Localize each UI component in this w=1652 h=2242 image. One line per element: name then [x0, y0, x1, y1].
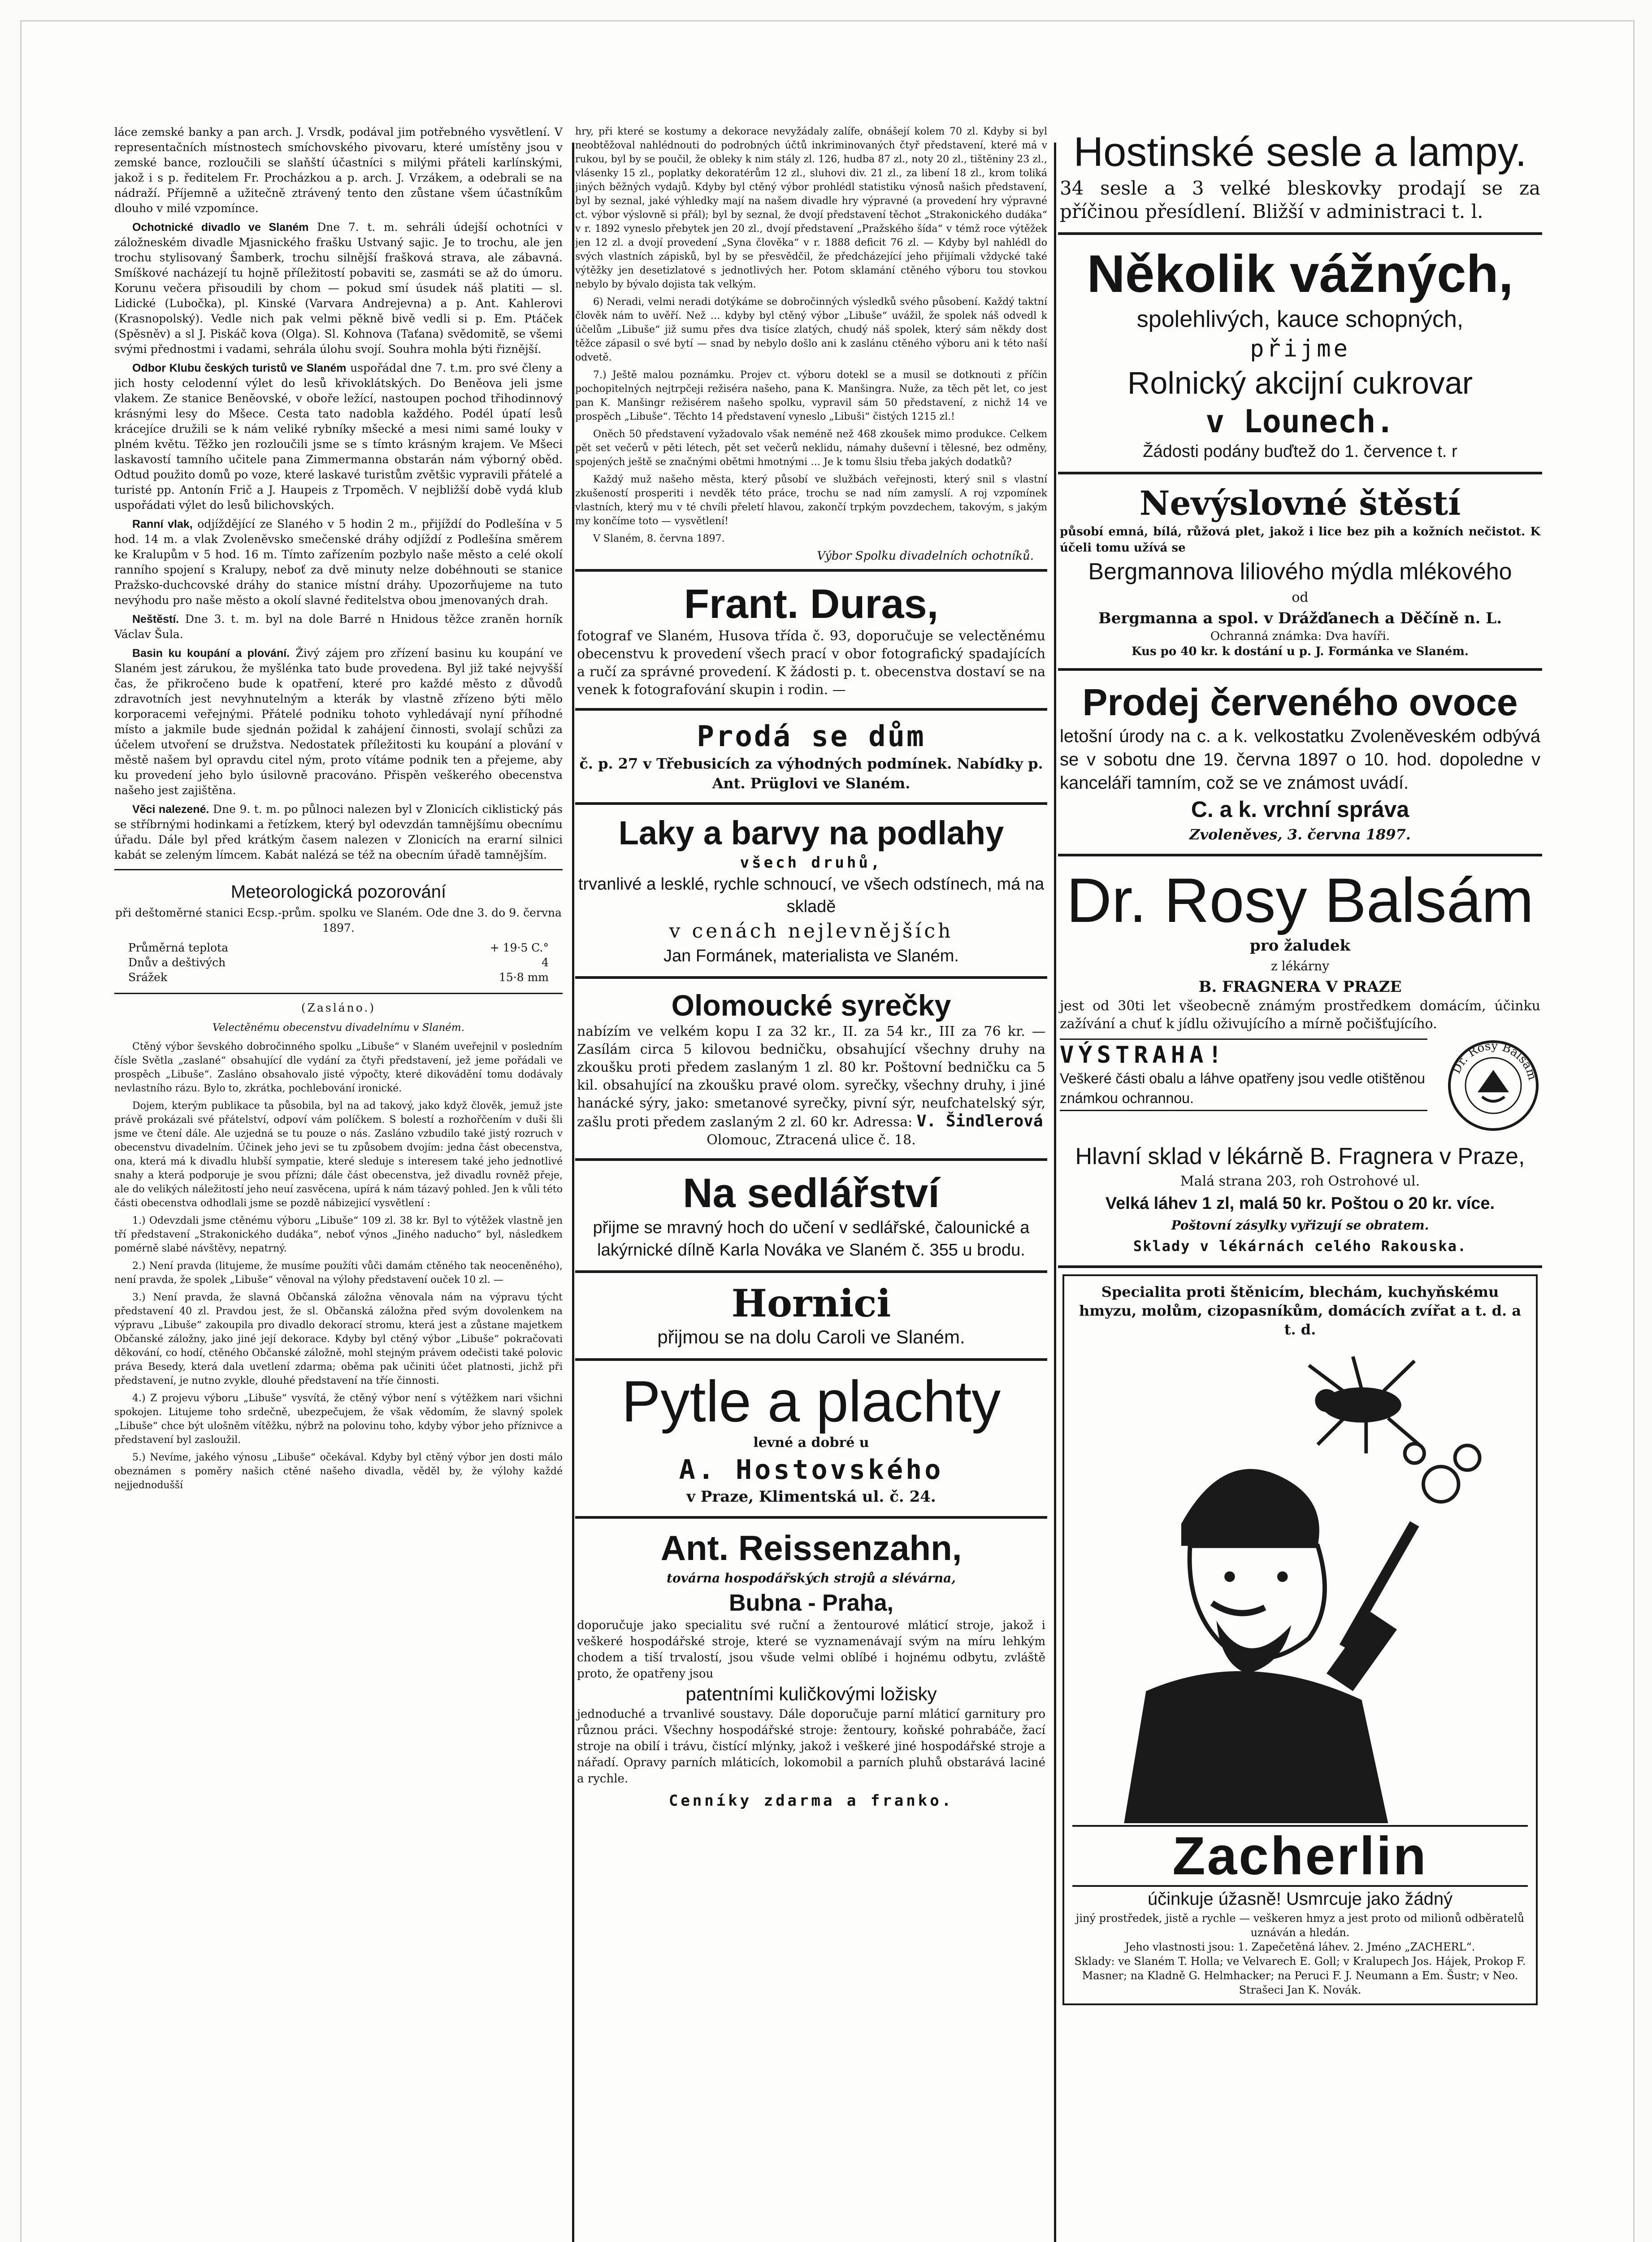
ad-sugar-factory — [1058, 241, 1542, 465]
ad-heading: Prodej červeného ovoce — [1082, 681, 1518, 723]
news-heading: Věci nalezené. — [132, 803, 209, 816]
ad-duras — [575, 578, 1047, 702]
zaslano-signature: Výbor Spolku divadelních ochotníků. — [817, 549, 1034, 563]
divider — [575, 708, 1047, 711]
ad-text: od — [1292, 590, 1309, 605]
ad-house-sale — [575, 717, 1047, 796]
ad-text: Jan Formánek, materialista ve Slaném. — [663, 947, 959, 965]
zaslano-address: Velectěnému obecenstvu divadelnímu v Slaném. — [212, 1022, 465, 1034]
ad-price: Velká láhev 1 zl, malá 50 kr. Poštou o 20 kr. více. — [1105, 1194, 1495, 1213]
ad-heading: Nevýslovné štěstí — [1139, 484, 1461, 523]
divider — [575, 976, 1047, 979]
meteo-value: 15·8 mm — [499, 971, 549, 984]
ad-heading: Dr. Rosy Balsám — [1066, 865, 1534, 935]
divider — [575, 802, 1047, 805]
column-rule-1 — [572, 143, 574, 2242]
meteo-label: Průměrná teplota — [128, 941, 229, 954]
ad-date: Zvoleněves, 3. června 1897. — [1189, 826, 1411, 843]
ad-heading: Olomoucké syrečky — [671, 989, 951, 1022]
divider — [1058, 472, 1542, 474]
column-rule-2 — [1054, 143, 1056, 2242]
ad-rosy-balsam — [1058, 863, 1542, 1259]
ad-text: přijme se mravný hoch do učení v sedlářské, čalounické a lakýrnické dílně Karla Nováka ve Slaném č. 355 u brodu. — [593, 1218, 1030, 1260]
ad-hostinske — [1058, 125, 1542, 226]
divider — [575, 1270, 1047, 1273]
ad-heading: Zacherlin — [1072, 1825, 1528, 1887]
ad-heading: Na sedlářství — [683, 1170, 940, 1216]
divider — [1058, 668, 1542, 671]
ad-text: Žádosti podány buďtež do 1. července t. r — [1143, 442, 1457, 461]
trademark-stamp-icon — [1446, 1038, 1540, 1133]
table-row — [126, 970, 551, 985]
zaslano-paragraph: 6) Neradi, velmi neradi dotýkáme se dobročinných výsledků svého působení. Každý taktní člověk nám to uvěří. Než … kdyby byl ctěný výbor „Libuše“ uvážil, že spolek náš odvedl k účelům „Libuše“ již sumu přes dva tisíce zlatých, chudý náš spolek, který sám někdy dost těžce zápasil o své bytí — snad by nebylo došlo ani k zaslánu ctěného výboru ani k této naší odvetě. — [575, 296, 1047, 363]
ad-city: Bubna - Praha, — [729, 1590, 893, 1616]
ad-text: Poštovní zásylky vyřizují se obratem. — [1171, 1218, 1429, 1233]
meteo-subtitle: při deštoměrné stanici Ecsp.-prům. spolku ve Slaném. Ode dne 3. do 9. června 1897. — [115, 906, 562, 934]
ad-heading: Ant. Reissenzahn, — [660, 1528, 962, 1568]
warning-block — [1060, 1038, 1540, 1142]
warning-label: VÝSTRAHA! — [1060, 1042, 1227, 1069]
warning-text: Veškeré části obalu a láhve opatřeny jsou vedle otištěnou známkou ochrannou. — [1060, 1070, 1425, 1106]
ad-varnish — [575, 811, 1047, 970]
ad-text: Sklady v lékárnách celého Rakouska. — [1133, 1238, 1467, 1255]
ad-text: C. a k. vrchní správa — [1191, 797, 1409, 822]
news-heading: Neštěstí. — [132, 613, 179, 626]
zaslano-paragraph: 1.) Odevzdali jsme ctěnému výboru „Libuše“ 109 zl. 38 kr. Byl to výtěžek vlastně jen tří představení „Strakonického dudáka“, neboť výnos „Jiného naducho“ byl, následkem pomérně slabé návštěvy, nepatrný. — [114, 1215, 563, 1254]
ad-address: Olomouc, Ztracená ulice č. 18. — [707, 1132, 916, 1148]
zaslano-paragraph: 4.) Z projevu výboru „Libuše“ vysvítá, že ctěný výbor není s výtěžkem nari všichni spokojen. Litujeme toho srdečně, ubezpečujem, že však vědomím, že slavný spolek „Libuše“ chce být ulošněm vítěžku, nýbrž na polovinu toho, kdyby výbor jeho příznivce a představení byl zasloužil. — [114, 1393, 563, 1446]
news-item-accident — [114, 612, 563, 642]
ad-text: účinkuje úžasně! Usmrcuje jako žádný — [1147, 1889, 1453, 1909]
ad-heading: Pytle a plachty — [621, 1369, 1001, 1434]
news-body: odjíždějící ze Slaného v 5 hodin 2 m., přijíždí do Podlešína v 5 hod. 14 m. a vlak Zvoleněvsko smečenské dráhy odjíždí z Podlešína směrem ke Kralupům v 5 hod. 16 m. Tímto zařízením pozbylo naše město a celé okolí ranního spojení s Kralupy, neboť za dvě minuty nelze dobéhnouti se stanice Pražsko-duchcovské dráhy do stanice místní dráhy. Upozorňujeme na tuto nevýhodu pro naše město a okolí slavné ředitelstva obou jmenovaných drah. — [114, 517, 563, 607]
ad-text: jiný prostředek, jistě a rychle — veškeren hmyz a jest proto od milionů odběratelů uznáván a hledán. — [1075, 1912, 1525, 1939]
column-news — [114, 125, 563, 2242]
ad-text: Rolnický akcijní cukrovar — [1127, 365, 1473, 400]
ad-seller-name: V. Šindlerová — [916, 1112, 1043, 1130]
news-heading: Ranní vlak, — [132, 518, 193, 530]
table-row — [126, 940, 551, 955]
news-heading: Basin ku koupání a plování. — [132, 647, 290, 660]
ad-text: přijme — [1250, 335, 1350, 362]
meteo-title: Meteorologická pozorování — [230, 882, 447, 902]
zaslano-paragraph: 5.) Nevíme, jakého výnosu „Libuše“ očekával. Kdyby byl ctěný výbor jen dosti málo obeznámen s poměry našich ctěné našeho divadla, věděl by, že výlohy každé nejjednodušší — [114, 1452, 563, 1491]
ad-miners — [575, 1279, 1047, 1352]
ad-cheese — [575, 985, 1047, 1152]
ad-text: Kus po 40 kr. k dostání u p. J. Formánka ve Slaném. — [1132, 645, 1469, 658]
meteo-table — [126, 940, 551, 985]
zaslano-paragraph: 7.) Ještě malou poznámku. Projev ct. výboru dotekl se a musil se dotknouti z příčin pochopitelných nejtrpčeji režiséra našeho, pana K. Manšingra. Nuže, za těch pět let, co jest pan K. Manšingr režisérem našeho spolku, vypravil sám 50 představení, z nichž 14 ve prospěch „Libuše“. Těchto 14 představení vyneslo „Libuši“ čistých 1215 zl.! — [575, 369, 1047, 422]
divider — [575, 1158, 1047, 1161]
ad-text: v Lounech. — [1205, 403, 1395, 440]
divider — [114, 869, 563, 870]
ad-text: Specialita proti štěnicím, blechám, kuchyňskému hmyzu, molům, cizopasníkům, domácích zvířat a t. d. a t. d. — [1079, 1283, 1522, 1338]
ad-text: továrna hospodářských strojů a slévárna, — [666, 1571, 956, 1586]
news-heading: Ochotnické divadlo ve Slaném — [132, 221, 309, 234]
news-body: Dne 3. t. m. byl na dole Barré n Hnidous těžce zraněn horník Václav Šula. — [114, 613, 563, 641]
zacherlin-illustration-icon — [1072, 1339, 1528, 1823]
ad-text: B. FRAGNERA V PRAZE — [1198, 978, 1402, 996]
news-item-basin — [114, 646, 563, 798]
ad-text: doporučuje jako specialitu své ruční a žentourové mláticí stroje, jakož i veškeré hospodářské stroje, které se vyznamenávají svým na míru lehkým chodem a tiší trvalostí, jsou všude velmi oblíbé i hojnému odbytu, zvláště proto, že opatřeny jsou — [577, 1619, 1045, 1681]
news-body: uspořádal dne 7. t.m. pro své členy a jich hosty celodenní výlet do lesů křivoklátských. Do Beněova jeli jsme vlakem. Ze stanice Beněovské, v oboře ležící, nastoupen pochod třihodinnový krásnými lesy do Mšece. Cesta tato nadobla každého. Podél úpatí lesů krácejíce družili se k nám veliké rybníky mšecké a mesi nimi samé louky v plném květu. Těžko jen rozloučili jsme se s tímto krásným krajem. Ve Mšeci laskavostí tamního učitele pana Zimmermanna obstarán nám výborný oběd. Odtud použito domů po voze, které laskavé turistům zvětšic vypravili přátelé a turisté pp. Antonín Frič a J. Haupeis z Trpoměch. V nejbližší době vydá klub uspořádati výlet do lesů bilichovských. — [114, 361, 563, 512]
divider — [114, 993, 563, 994]
ad-text: Jeho vlastnosti jsou: 1. Zapečetěná láhev. 2. Jméno „ZACHERL“. — [1125, 1941, 1475, 1953]
zaslano-paragraph: Oněch 50 představení vyžadovalo však neméně než 468 zkoušek mimo produkce. Celkem pět set večerů v pěti létech, pět set večerů neklidu, námahy duševní i tělesné, bez odměny, spojených ještě se značnými obětmi hmotnými … Je k tomu šlsiu třeba jakých dodatků? — [575, 429, 1047, 468]
ad-text: působí emná, bílá, růžová plet, jakož i lice bez pih a kožních nečistot. K účeli tomu užívá se — [1060, 525, 1540, 555]
table-row — [126, 955, 551, 970]
news-heading: Odbor Klubu českých turistů ve Slaném — [132, 362, 347, 374]
divider — [1058, 232, 1542, 235]
ad-text: trvanlivé a lesklé, rychle schnoucí, ve všech odstínech, má na skladě — [578, 875, 1045, 916]
zaslano-paragraph: 3.) Není pravda, že slavná Občanská záložna věnovala nám na výpravu týcht představení 40 zl. Pravdou jest, že sl. Občanská záložna před svým dovolenkem na výpravu „Libuše“ zakoupila pro divadlo dekorací stromu, která jest a zůstane majetkem Občanské záložny, jako jiné její dekorace. Kdyby byl ctěný výbor „Libuše“ pokračovati děkování, co hodí, ctěného Občanské záložně, mohl stejným právem odečisti také polovic práva Besedy, která dala uvetlení zdarma; oběma pak učiniti účet platnosti, jichž při představení, je nutno zvykle, dlouhé představení na tříe činnosti. — [114, 1292, 563, 1386]
news-item-tourists — [114, 361, 563, 513]
ad-heading: Prodá se dům — [697, 720, 926, 753]
zaslano-paragraph: hry, při které se kostumy a dekorace nevyžádaly zalífe, obnášejí kolem 70 zl. Kdyby si byl neobtěžoval nahlédnouti do podrobných účtů inkriminovaných čtyř představení, které má v rukou, byl by se poučil, že obleky k nim stály zl. 126, hudba 87 zl., noty 20 zl., tištěniny 23 zl., vlásenky 15 zl., poplatky dekoratérům 12 zl., sluhovi div. 21 zl., za libení 18 zl., krom toliká jiných běžných vydajů. Kdyby byl ctěný výbor prohlédl statistiku výnosů našich představení, byl by seznal, jaké výhledky mají na našem divadle hry výpravné (a provedení hry výpravné ct. výbor výslovně si přál); byl by seznal, že dvojí představení těchot „Strakonického dudáka“ v r. 1892 vyneslo přebytek jen 20 zl., dvojí představení „Pražského šída“ v témž roce výtěžek jen 12 zl. a dvojí provedení „Syna člověka“ v r. 1888 deficit 76 zl. — Kdyby byl nahlédl do svých vlastních zápisků, byl by se přesvědčil, že předcházející jeho přijímali vždycké také výtěžky jen desetizlatové s jednotlivých her. Potom sklamání ctěného výboru tou stovkou nebylo by bývalo dojista tak velkým. — [575, 126, 1047, 290]
divider — [575, 1358, 1047, 1361]
ad-reissenzahn — [575, 1525, 1047, 1814]
zaslano-paragraph: Ctěný výbor ševského dobročinného spolku „Libuše“ v Slaném uveřejnil v posledním čísle Světla „zaslané“ obsahující dle vydání za čtyři představení, jež jeme pořádali ve prospěch „Libuše“. Zasláno obsahovalo jisté výpočty, které dikovádění tomu dodávaly nevlastního rázu. Bylo to, zkrátka, pochlebování ironické. — [114, 1041, 563, 1094]
ad-heading: Několik vážných, — [1087, 244, 1513, 304]
ad-text: v cenách nejlevnějších — [669, 920, 954, 943]
zaslano-label: (Zasláno.) — [301, 1001, 376, 1014]
meteo-label: Dnův a deštivých — [128, 956, 226, 969]
news-item-found — [114, 802, 563, 863]
stamp-text: Dr. Rosy Balsám — [1449, 1039, 1539, 1082]
ad-text — [577, 1023, 1045, 1131]
ad-sacks — [575, 1367, 1047, 1510]
ad-text: Bergmannova liliového mýdla mlékového — [1088, 559, 1512, 585]
ad-heading: Hornici — [731, 1281, 891, 1325]
news-body: Dne 7. t. m. sehráli údejší ochotníci v záložneském divadle Mjasnického frašku Ustvaný sajic. Je to trochu, ale jen trochu stylisovaný Šamberk, trochu silnější frašková strava, ale zábavná. Smíškové nacházejí tu hojně příležitostí pobaviti se, zasmáti se až do úmoru. Korunu večera přisoudili by chom — pokud smí úsudek náš platiti — sl. Lidické (Lubočka), pl. Kinské (Varvara Andrejevna) a p. Ant. Kahlerovi (Krasnopolský). Vedle nich pak velmi pěkně bivě vedli si p. Em. Ptáček (Spěsněv) a sl J. Piskáč kova (Olga). Sl. Kohnova (Taťana) svědomitě, se všemi svými přednostmi i vadami, sehrála úlohu svojí. Souhra mohla býti řiznější. — [114, 221, 563, 356]
ad-footer: Cenníky zdarma a franko. — [668, 1792, 954, 1810]
meteo-label: Srážek — [128, 971, 168, 984]
ad-soap — [1058, 481, 1542, 662]
ad-text: č. p. 27 v Třebusicích za výhodných podmínek. Nabídky p. Ant. Prüglovi ve Slaném. — [579, 755, 1043, 792]
news-item-train — [114, 517, 563, 608]
ad-text: jednoduché a trvanlivé soustavy. Dále doporučuje parní mláticí garnitury pro různou práci. Všechny hospodářské stroje: žentoury, koňské pohrabáče, žací stroje na obilí i trávu, čistící mlýnky, jakož i veškeré jiné hospodářské stroje a nářadí. Opravy parních mláticích, lokomobil a parních pluhů obstarává laciné a rychle. — [577, 1708, 1045, 1786]
ad-text: pro žaludek — [1249, 937, 1351, 955]
ad-text: 34 sesle a 3 velké bleskovky prodají se za příčinou přesídlení. Bližší v administraci t. l. — [1060, 177, 1540, 222]
divider — [1058, 854, 1542, 856]
ad-text: jest od 30ti let všeobecně známým prostředkem domácím, účinku zažívání a chuť k jídlu oživujícího a mírně počišťujícího. — [1060, 998, 1540, 1032]
ad-saddler — [575, 1167, 1047, 1264]
column-mixed — [575, 125, 1047, 2242]
ad-zacherlin — [1062, 1274, 1538, 2005]
divider — [575, 1516, 1047, 1519]
ad-text: Bergmanna a spol. v Drážďanech a Děčíně n. L. — [1098, 609, 1502, 627]
zaslano-paragraph: 2.) Není pravda (litujeme, že musíme použíti vůči damám ctěného tak neoceněného), není pravda, že spolek „Libuše“ věnoval na výlohy představení ouček 10 zl. — — [114, 1260, 563, 1286]
zaslano-date: V Slaném, 8. června 1897. — [593, 533, 725, 544]
zaslano-paragraph: Každý muž našeho města, který působí ve službách veřejnosti, který snil s vlastní zkušeností prosperiti i nevděk této práce, trochu se nad ním zamyslí. A roj vzpomínek vlastních, který mu v té chvíli přeletí hlavou, zakončí trpkým povzdechem, takovým, s jakým my končíme toto — vysvětlení! — [575, 474, 1047, 527]
ad-text: všech druhů, — [740, 854, 883, 872]
ad-text: levné a dobré u — [753, 1435, 869, 1451]
meteo-value: + 19·5 C.° — [490, 941, 549, 954]
ad-text: fotograf ve Slaném, Husova třída č. 93, doporučuje se velectěnému obecenstvu k provedení všech prací v obor fotografický spadajících a ručí za správné provedení. K žádosti p. t. obecenstva dostaví se na venek k fotografování skupin i rodin. — — [577, 628, 1045, 698]
ad-heading: Hostinské sesle a lampy. — [1073, 129, 1527, 175]
divider — [575, 569, 1047, 572]
meteo-value: 4 — [542, 956, 549, 969]
zaslano-paragraph: Dojem, kterým publikace ta působila, byl na ad takový, jako když člověk, jemuž jste právě prokázali své přátelství, odpoví vám políčkem. S bolestí a rozhořčením v duši šli jsme ve čtení dále. Ale uzjedná se tu pouze o nás. Zasláno vzbudilo také jistý rozruch v obecenstvu divadelním. Účinek jeho jevi se tu způsobem dvojím: jedna část obecenstva, ona, která má k divadlu hlubší sympatie, které sleduje s interesem také jeho jednotlivé snahy a která podporuje je svou přízni; dále část obecenstva, jež divadlu rovněž přeje, ale do velikých náležitostí jeho neuí zasvěcena, upírá k nám tázavý pohled. Jen k vůli této části obecenstva odhodlali jsme se pozdě nábizejicí vysvětlení : — [114, 1100, 563, 1209]
news-item-theatre — [114, 220, 563, 357]
ad-address: Malá strana 203, roh Ostrohové ul. — [1180, 1173, 1420, 1189]
ad-text: přijmou se na dolu Caroli ve Slaném. — [657, 1326, 965, 1347]
ad-address: v Praze, Klimentská ul. č. 24. — [686, 1488, 936, 1506]
ad-text: Hlavní sklad v lékárně B. Fragnera v Praze, — [1075, 1143, 1525, 1169]
news-body: Živý zájem pro zřízení basinu ku koupání ve Slaném jest zárukou, že myšlénka tato bude provedena. Byl již také nejvyšší čas, že přikročeno bude k opatření, které pro každé město z důvodů zdravotních jest nevyhnutelným a kterák by vlastně zřízeno býti mělo korporacemi veřejnými. Přátelé podniku tohoto vyhledávají nyní příhodné místo a jakmile bude sjednán požidal k zahájení činnosti, svolají schůzi za účelem utvoření se družstva. Nedostatek příležitosti ku koupání a plování v městě našem byl opravdu citel ným, proto vítáme podnik ten a přejeme, aby ku provedení jeho bylo úsilovně pracováno. Přispěn veškerého obecenstva našeho jest zajištěna. — [114, 647, 563, 797]
ad-text-body: nabízím ve velkém kopu I za 32 kr., II. za 54 kr., III za 76 kr. — Zasílám circa 5 kilovou bedničku, obsahující všechny druhy na zkoušku proti předem zaslaným 1 zl. 80 kr. Poštovní bedničku ca 5 kil. obsahující na zkoušku pravé olom. syrečky, všechny druhy, i jiné hanácké sýry, jako: smetanové syrečky, pivní sýr, neufchatelský sýr, zašlu proti předem zaslaným 2 zl. 60 kr. Adressa: — [577, 1024, 1045, 1130]
ad-text: spolehlivých, kauce schopných, — [1136, 306, 1464, 332]
ad-text: z lékárny — [1270, 959, 1330, 973]
ad-text: Sklady: ve Slaném T. Holla; ve Velvarech E. Goll; v Kralupech Jos. Hájek, Prokop F. Masner; na Kladně G. Helmhacker; na Peruci F. J. Neumann a Em. Šustr; v Neo. Strašeci Jan K. Novák. — [1074, 1955, 1526, 1996]
ad-text: Ochranná známka: Dva havíři. — [1210, 630, 1390, 643]
divider — [1058, 1265, 1542, 1268]
ad-heading: Laky a barvy na podlahy — [618, 814, 1004, 852]
column-ads — [1058, 125, 1542, 2242]
ad-text: patentními kuličkovými ložisky — [685, 1683, 937, 1704]
news-body: Dne 9. t. m. po půlnoci nalezen byl v Zlonicích ciklistický pás se stříbrnými hodinkami a řetízkem, který byl odevzdán tamnějšímu obecnímu úřadu. Dále byl před krátkým časem nalezen v Zlonicích na erarní silnici kabát se zeleným límcem. Kabát nalézá se též na obecním úřadě tamnějším. — [114, 803, 563, 861]
ad-heading: Frant. Duras, — [684, 581, 939, 627]
ad-text: letošní úrody na c. a k. velkostatku Zvoleněveském odbývá se v sobotu dne 19. června 1897 o 10. hod. dopoledne v kanceláři tamním, což se ve známost uvádí. — [1060, 726, 1540, 793]
ad-fruit — [1058, 677, 1542, 847]
news-paragraph: láce zemské banky a pan arch. J. Vrsdk, podával jim potřebného vysvětlení. V representačních místnostech smíchovského pivovaru, které umístěny jsou v zemské bance, rozloučili se slaňští účastníci s milými přáteli karlínskými, jakož i s p. ředitelem Fr. Procházkou a p. arch. J. Vrzákem, a odebrali se na nádraží. Příjemně a užitečně ztrávený tento den zůstane všem účastníkům dlouho v milé vzpomínce. — [114, 126, 563, 215]
warning-box — [1060, 1038, 1427, 1111]
ad-seller-name: A. Hostovského — [679, 1454, 944, 1486]
